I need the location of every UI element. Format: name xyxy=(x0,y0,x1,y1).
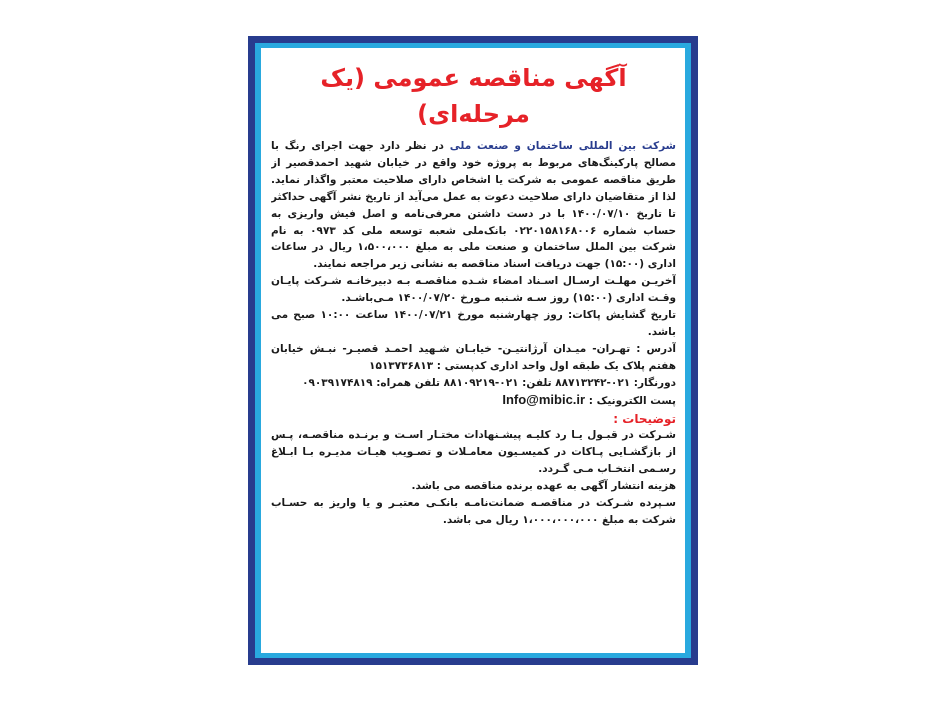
email-label: پست الکترونیک : xyxy=(585,394,676,407)
address-paragraph: آدرس : تهـران- میـدان آرژانتیـن- خیابـان شـهید احمـد قصیـر- نبـش خیابان هفتم پلاک یک طبقه اول واحد اداری کدپستی : ۱۵۱۳۷۳۶۸۱۳ xyxy=(271,342,676,372)
opening-paragraph: تاریخ گشایش پاکات: روز چهارشنبه مورخ ۱۴۰۰/۰۷/۲۱ ساعت ۱۰:۰۰ صبح می باشد. xyxy=(271,309,676,338)
ad-outer-frame xyxy=(248,36,698,665)
ad-title: آگهی مناقصه عمومی (یک مرحله‌ای) xyxy=(320,64,627,128)
phones-paragraph: دورنگار: ۰۲۱-۸۸۷۱۳۲۴۲ تلفن: ۰۲۱-۸۸۱۰۹۲۱۹ تلفن همراه: ۰۹۰۳۹۱۷۴۸۱۹ xyxy=(302,376,676,389)
ad-inner-frame xyxy=(255,43,691,658)
deadline-paragraph: آخریـن مهلـت ارسـال اسـناد امضاء شـده مناقصـه بـه دبیرخانـه شـرکت پایـان وقـت اداری (۱۵:۰۰) روز سـه شـنبه مـورخ ۱۴۰۰/۰۷/۲۰ مـی‌باشـد. xyxy=(271,275,676,305)
intro-paragraph xyxy=(271,138,676,273)
note-item: هزینه انتشار آگهی به عهده برنده مناقصه می باشد. xyxy=(411,480,676,493)
note-item: سـپرده شـرکت در مناقصـه ضمانت‌نامـه بانکـی معتبـر و یا واریز به حسـاب شرکت به مبلغ ۱،۰۰۰،۰۰۰،۰۰۰ ریال می باشد. xyxy=(271,497,676,526)
email-link[interactable]: Info@mibic.ir xyxy=(502,391,586,407)
company-name: شرکت بین المللی ساختمان و صنعت ملی xyxy=(449,140,676,152)
notes-title: توضیحات : xyxy=(613,411,676,426)
ad-paper xyxy=(261,48,685,653)
intro-text: در نظر دارد جهت اجرای رنگ با مصالح پارکینگ‌های مربوط به پروژه خود واقع در خیابان شهید احمدقصیر از طریق مناقصه عمومی به شرکت یا اشخاص دارای صلاحیت معتبر واگذار نماید. لذا از متقاضیان دارای صلاحیت دعوت به عمل می‌آید از تاریخ نشر آگهی حداکثر تا تاریخ ۱۴۰۰/۰۷/۱۰ با در دست داشتن معرفی‌نامه و اصل فیش واریزی به حساب شماره ۰۲۲۰۱۵۸۱۶۸۰۰۶ بانک‌ملی شعبه توسعه ملی کد ۰۹۷۳ به نام شرکت بین الملل ساختمان و صنعت ملی به مبلغ ۱،۵۰۰،۰۰۰ ریال در ساعات اداری (۱۵:۰۰) جهت دریافت اسناد مناقصه به نشانی زیر مراجعه نمایند. xyxy=(271,140,676,271)
email-paragraph xyxy=(271,392,676,410)
ad-content xyxy=(271,60,676,647)
note-item: شـرکت در قبـول یـا رد کلیـه پیشـنهادات مختـار اسـت و برنـده مناقصـه، پـس از بازگشـایی پـاکات در کمیسـیون معامـلات و تصـویب هیـات مدیـره بـا ابـلاغ رسـمی انتخـاب مـی گـردد. xyxy=(271,429,676,476)
